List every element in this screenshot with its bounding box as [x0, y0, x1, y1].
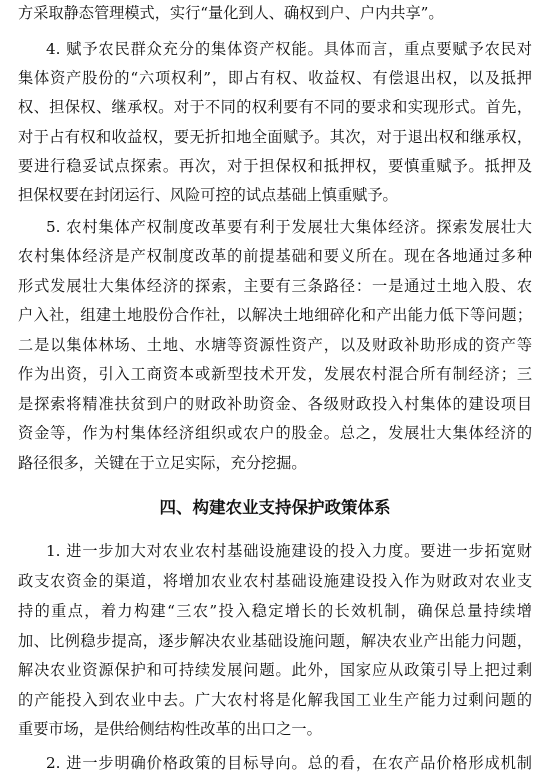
text-line: 权、担保权、继承权。对于不同的权利要有不同的要求和实现形式。首先， [18, 98, 532, 116]
text-line: 解决农业资源保护和可持续发展问题。此外，国家应从政策引导上把过剩 [18, 661, 532, 679]
text-line: 持的重点，着力构建“三农”投入稳定增长的长效机制，确保总量持续增 [18, 602, 532, 620]
text-line: 二是以集体林场、土地、水塘等资源性资产，以及财政补助形成的资产等 [18, 336, 532, 354]
text-line: 形式发展壮大集体经济的探索，主要有三条路径：一是通过土地入股、农 [18, 277, 532, 295]
paragraph-5-first-line: 5. 农村集体产权制度改革要有利于发展壮大集体经济。探索发展壮大 [46, 218, 532, 236]
text-line: 是探索将精准扶贫到户的财政补助资金、各级财政投入村集体的建设项目 [18, 395, 532, 413]
text-line: 加、比例稳步提高，逐步解决农业基础设施问题，解决农业产出能力问题， [18, 632, 532, 650]
text-line: 集体资产股份的“六项权利”，即占有权、收益权、有偿退出权，以及抵押 [18, 69, 532, 87]
section-heading: 四、构建农业支持保护政策体系 [159, 498, 391, 517]
text-line: 要进行稳妥试点探索。再次，对于担保权和抵押权，要慎重赋予。抵押及 [18, 157, 532, 175]
text-line: 作为出资，引入工商资本或新型技术开发，发展农村混合所有制经济；三 [18, 365, 532, 383]
text-line: 的产能投入到农业中去。广大农村将是化解我国工业生产能力过剩问题的 [18, 691, 532, 709]
paragraph-4-first-line: 4. 赋予农民群众充分的集体资产权能。具体而言，重点要赋予农民对 [46, 40, 532, 58]
text-line: 农村集体经济是产权制度改革的前提基础和要义所在。现在各地通过多种 [18, 247, 532, 265]
text-line: 政支农资金的渠道，将增加农业农村基础设施建设投入作为财政对农业支 [18, 572, 532, 590]
text-line: 担保权要在封闭运行、风险可控的试点基础上慎重赋予。 [18, 186, 398, 204]
text-line: 重要市场，是供给侧结构性改革的出口之一。 [18, 720, 322, 738]
paragraph-2-first-line: 2. 进一步明确价格政策的目标导向。总的看，在农产品价格形成机制 [46, 754, 532, 772]
text-line: 方采取静态管理模式，实行“量化到人、确权到户、户内共享”。 [18, 4, 444, 22]
text-line: 对于占有权和收益权，要无折扣地全面赋予。其次，对于退出权和继承权， [18, 128, 532, 146]
text-line: 户入社，组建土地股份合作社，以解决土地细碎化和产出能力低下等问题； [18, 306, 532, 324]
text-line: 资金等，作为村集体经济组织或农户的股金。总之，发展壮大集体经济的 [18, 424, 532, 442]
paragraph-1-first-line: 1. 进一步加大对农业农村基础设施建设的投入力度。要进一步拓宽财 [46, 542, 532, 560]
text-line: 路径很多，关键在于立足实际，充分挖掘。 [18, 454, 307, 472]
